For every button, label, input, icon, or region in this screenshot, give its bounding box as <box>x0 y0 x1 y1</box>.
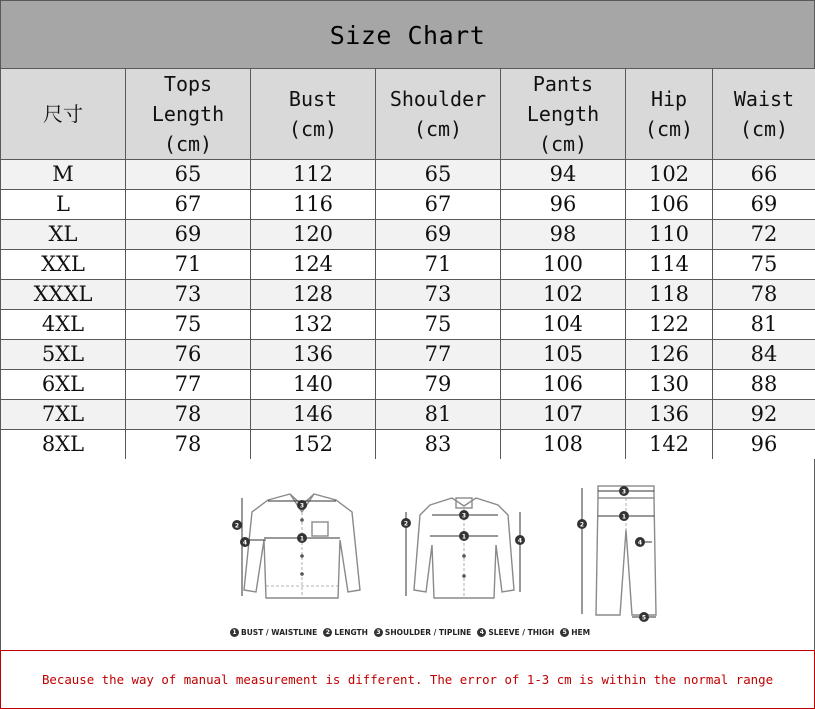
measurement-cell: 94 <box>501 160 626 190</box>
measurement-cell: 65 <box>376 160 501 190</box>
header-line: (cm) <box>288 117 338 141</box>
legend-number: 3 <box>374 628 383 637</box>
measurement-cell: 110 <box>626 220 713 250</box>
measurement-cell: 71 <box>126 250 251 280</box>
legend-number: 5 <box>560 628 569 637</box>
measurement-cell: 78 <box>126 430 251 460</box>
header-line: (cm) <box>739 117 789 141</box>
size-label-cell: 7XL <box>1 400 126 430</box>
header-line: Waist <box>733 87 795 111</box>
legend-item <box>230 628 317 637</box>
header-line: Hip <box>650 87 688 111</box>
measurement-cell: 92 <box>713 400 815 430</box>
measurement-cell: 107 <box>501 400 626 430</box>
svg-text:3: 3 <box>461 512 467 520</box>
pants-illustration <box>579 486 656 617</box>
measurement-cell: 84 <box>713 340 815 370</box>
header-line: Tops <box>163 72 213 96</box>
measurement-cell: 79 <box>376 370 501 400</box>
legend-label: HEM <box>571 627 591 637</box>
measurement-cell: 71 <box>376 250 501 280</box>
legend-label: SHOULDER / TIPLINE <box>384 627 472 637</box>
size-label-cell: XL <box>1 220 126 250</box>
measurement-cell: 81 <box>376 400 501 430</box>
measurement-note: Because the way of manual measurement is different. The error of 1-3 cm is within the normal range <box>0 650 815 709</box>
measurement-cell: 106 <box>501 370 626 400</box>
measurement-cell: 116 <box>251 190 376 220</box>
measurement-cell: 152 <box>251 430 376 460</box>
size-label-cell: 4XL <box>1 310 126 340</box>
measurement-cell: 96 <box>713 430 815 460</box>
svg-text:3: 3 <box>621 488 627 496</box>
measurement-cell: 88 <box>713 370 815 400</box>
measurement-cell: 128 <box>251 280 376 310</box>
measurement-cell: 75 <box>376 310 501 340</box>
measurement-cell: 72 <box>713 220 815 250</box>
measurement-cell: 122 <box>626 310 713 340</box>
measurement-cell: 77 <box>376 340 501 370</box>
header-size-line: 尺寸 <box>43 102 83 126</box>
measurement-cell: 67 <box>376 190 501 220</box>
legend-number: 1 <box>230 628 239 637</box>
measurement-cell: 69 <box>376 220 501 250</box>
measurement-cell: 69 <box>713 190 815 220</box>
header-line: Pants <box>532 72 594 96</box>
header-line: (cm) <box>644 117 694 141</box>
header-line: (cm) <box>413 117 463 141</box>
measurement-cell: 65 <box>126 160 251 190</box>
measurement-cell: 118 <box>626 280 713 310</box>
measurement-cell: 75 <box>126 310 251 340</box>
measurement-cell: 114 <box>626 250 713 280</box>
legend-item <box>477 628 554 637</box>
measurement-cell: 142 <box>626 430 713 460</box>
measurement-cell: 76 <box>126 340 251 370</box>
svg-text:2: 2 <box>234 522 240 530</box>
measurement-cell: 132 <box>251 310 376 340</box>
measurement-cell: 112 <box>251 160 376 190</box>
measurement-cell: 105 <box>501 340 626 370</box>
measurement-cell: 77 <box>126 370 251 400</box>
measurement-cell: 102 <box>501 280 626 310</box>
header-line: Length <box>151 102 225 126</box>
size-label-cell: XXL <box>1 250 126 280</box>
chart-title: Size Chart <box>0 0 815 70</box>
measurement-cell: 67 <box>126 190 251 220</box>
svg-text:4: 4 <box>242 539 248 547</box>
measurement-cell: 98 <box>501 220 626 250</box>
legend-label: BUST / WAISTLINE <box>241 627 318 637</box>
legend-item <box>374 628 471 637</box>
size-label-cell: L <box>1 190 126 220</box>
size-label-cell: XXXL <box>1 280 126 310</box>
legend-label: LENGTH <box>334 627 368 637</box>
measurement-cell: 136 <box>626 400 713 430</box>
legend-number: 4 <box>477 628 486 637</box>
svg-text:4: 4 <box>637 539 643 547</box>
svg-text:3: 3 <box>299 502 305 510</box>
svg-text:1: 1 <box>299 535 305 543</box>
legend-number: 2 <box>323 628 332 637</box>
header-line: (cm) <box>538 132 588 156</box>
measurement-cell: 75 <box>713 250 815 280</box>
measurement-cell: 136 <box>251 340 376 370</box>
svg-text:2: 2 <box>579 521 585 529</box>
header-line: (cm) <box>163 132 213 156</box>
svg-text:1: 1 <box>461 533 467 541</box>
measurement-cell: 126 <box>626 340 713 370</box>
measurement-cell: 73 <box>376 280 501 310</box>
measurement-cell: 124 <box>251 250 376 280</box>
measurement-cell: 102 <box>626 160 713 190</box>
measurement-legend <box>230 625 590 639</box>
measurement-cell: 100 <box>501 250 626 280</box>
size-label-cell: 5XL <box>1 340 126 370</box>
legend-item <box>560 628 590 637</box>
size-label-cell: M <box>1 160 126 190</box>
measurement-cell: 96 <box>501 190 626 220</box>
size-label-cell: 6XL <box>1 370 126 400</box>
measurement-cell: 81 <box>713 310 815 340</box>
svg-text:4: 4 <box>517 537 523 545</box>
measurement-cell: 78 <box>126 400 251 430</box>
svg-text:5: 5 <box>641 614 647 622</box>
measurement-cell: 78 <box>713 280 815 310</box>
size-label-cell: 8XL <box>1 430 126 460</box>
svg-text:2: 2 <box>403 520 409 528</box>
measurement-cell: 140 <box>251 370 376 400</box>
legend-label: SLEEVE / THIGH <box>488 627 555 637</box>
measurement-cell: 146 <box>251 400 376 430</box>
header-line: Bust <box>288 87 338 111</box>
markers <box>232 486 649 622</box>
measurement-cell: 83 <box>376 430 501 460</box>
measurement-cell: 130 <box>626 370 713 400</box>
header-line: Length <box>526 102 600 126</box>
measurement-cell: 66 <box>713 160 815 190</box>
svg-text:1: 1 <box>621 513 627 521</box>
measurement-cell: 73 <box>126 280 251 310</box>
measurement-cell: 106 <box>626 190 713 220</box>
measurement-cell: 108 <box>501 430 626 460</box>
header-line: Shoulder <box>389 87 487 111</box>
legend-item <box>323 628 368 637</box>
measurement-cell: 104 <box>501 310 626 340</box>
measurement-cell: 120 <box>251 220 376 250</box>
measurement-cell: 69 <box>126 220 251 250</box>
